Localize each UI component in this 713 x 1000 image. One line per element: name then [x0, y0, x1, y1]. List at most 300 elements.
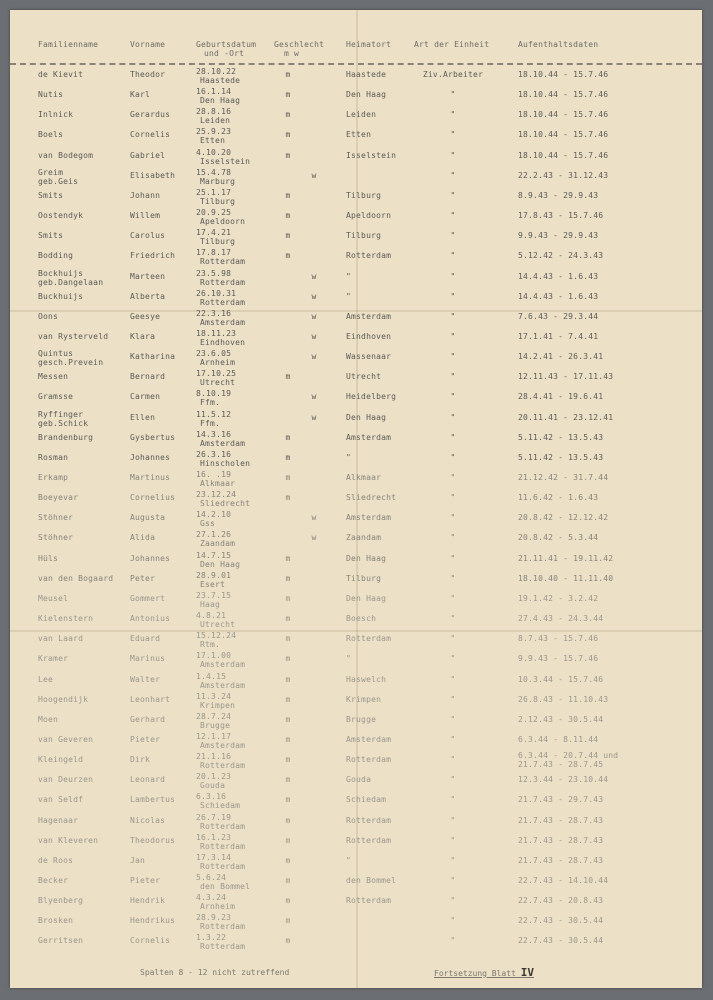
geburtsdatum-cell: 23.6.05 — [196, 349, 232, 359]
geburtsdatum-cell: 4.8.21 — [196, 611, 227, 621]
einheit-cell: " — [450, 674, 456, 684]
vorname-cell: Gysbertus — [130, 432, 176, 442]
gender-m: m — [285, 654, 291, 664]
heimatort-cell: " — [346, 452, 352, 462]
gender-m: m — [285, 70, 291, 79]
einheit-cell: " — [450, 432, 456, 442]
einheit-cell: " — [450, 190, 456, 200]
aufenthalt-cell: 19.1.42 - 3.2.42 — [518, 593, 599, 603]
geburtsort-cell: Marburg — [200, 176, 236, 186]
aufenthalt-cell: 18.10.40 - 11.11.40 — [518, 573, 614, 583]
gender-m: m — [285, 936, 291, 946]
gender-m: m — [285, 372, 291, 382]
einheit-cell: " — [450, 473, 456, 482]
gender-w: w — [311, 513, 317, 523]
vorname-cell: Theodor — [130, 70, 166, 79]
vorname-cell: Leonhart — [130, 694, 171, 704]
geschlecht-cell — [268, 151, 308, 160]
aufenthalt-cell: 18.10.44 - 15.7.46 — [518, 70, 609, 79]
heimatort-cell: Rotterdam — [346, 835, 392, 845]
aufenthalt-cell: 6.3.44 - 8.11.44 — [518, 734, 599, 744]
vorname-cell: Gerardus — [130, 110, 171, 120]
einheit-cell: " — [450, 533, 456, 543]
aufenthalt-cell: 18.10.44 - 15.7.46 — [518, 90, 609, 100]
vorname-cell: Alida — [130, 533, 156, 543]
geburtsdatum-cell: 17.10.25 — [196, 369, 237, 379]
vorname-cell: Marinus — [130, 654, 166, 664]
geburtsdatum-cell: 20.9.25 — [196, 208, 232, 218]
vorname-cell: Elisabeth — [130, 170, 176, 180]
vorname-cell: Cornelius — [130, 493, 176, 503]
geschlecht-cell — [268, 896, 308, 905]
geburtsort-cell: Rotterdam — [200, 922, 246, 932]
heimatort-cell: Amsterdam — [346, 734, 392, 744]
geburtsname-cell: geb.Dangelaan — [38, 277, 104, 287]
gender-m: m — [285, 916, 291, 926]
einheit-cell: " — [450, 855, 456, 865]
gender-m: m — [285, 855, 291, 865]
gender-m: m — [285, 775, 291, 785]
familienname-cell: Quintus — [38, 349, 74, 359]
einheit-cell: " — [450, 291, 456, 301]
gender-m: m — [285, 674, 291, 684]
einheit-cell: " — [450, 714, 456, 724]
perforation-line — [10, 63, 702, 65]
geburtsort-cell: Gouda — [200, 781, 226, 791]
aufenthalt-cell: 22.7.43 - 30.5.44 — [518, 936, 604, 946]
einheit-cell: " — [450, 311, 456, 321]
gender-m: m — [285, 593, 291, 603]
gender-m: m — [285, 251, 291, 261]
gender-m: m — [285, 110, 291, 120]
familienname-cell: Lee — [38, 674, 54, 684]
heimatort-cell: Amsterdam — [346, 311, 392, 321]
geschlecht-cell — [268, 130, 308, 139]
geschlecht-cell — [268, 856, 308, 865]
geburtsort-cell: Rotterdam — [200, 841, 246, 851]
geburtsdatum-cell: 23.7.15 — [196, 590, 232, 600]
aufenthalt-cell: 14.4.43 - 1.6.43 — [518, 291, 599, 301]
aufenthalt-cell: 9.9.43 - 15.7.46 — [518, 654, 599, 664]
einheit-cell: " — [450, 936, 456, 946]
aufenthalt-cell: 20.8.42 - 12.12.42 — [518, 513, 609, 523]
familienname-cell: Bockhuijs — [38, 268, 84, 278]
geschlecht-cell — [294, 171, 334, 180]
familienname-cell: Hoogendijk — [38, 694, 89, 704]
geschlecht-cell — [268, 251, 308, 260]
familienname-cell: van Geveren — [38, 734, 94, 744]
geburtsort-cell: Ffm. — [200, 418, 221, 428]
aufenthalt-cell: 11.6.42 - 1.6.43 — [518, 493, 599, 503]
aufenthalt-cell: 21.7.43 - 28.7.43 — [518, 815, 604, 825]
geschlecht-cell — [268, 231, 308, 240]
geburtsdatum-cell: 26.3.16 — [196, 449, 232, 459]
vorname-cell: Johannes — [130, 452, 171, 462]
vorname-cell: Antonius — [130, 614, 171, 624]
einheit-cell: " — [450, 614, 456, 624]
geburtsort-cell: Krimpen — [200, 700, 236, 710]
geburtsdatum-cell: 8.10.19 — [196, 389, 232, 399]
heimatort-cell: Alkmaar — [346, 473, 382, 482]
heimatort-cell: Rotterdam — [346, 815, 392, 825]
geburtsdatum-cell: 11.3.24 — [196, 691, 232, 701]
geburtsort-cell: Apeldoorn — [200, 217, 246, 227]
heimatort-cell: Isselstein — [346, 150, 397, 160]
geschlecht-cell — [268, 775, 308, 784]
geburtsort-cell: Rotterdam — [200, 297, 246, 307]
familienname-cell: Blyenberg — [38, 896, 84, 906]
einheit-cell: " — [450, 916, 456, 926]
geschlecht-cell — [268, 554, 308, 563]
familienname-cell: Oons — [38, 311, 59, 321]
gender-m: m — [285, 734, 291, 744]
aufenthalt-cell: 8.9.43 - 29.9.43 — [518, 190, 599, 200]
geburtsdatum-cell: 4.10.20 — [196, 147, 232, 157]
geschlecht-cell — [294, 413, 334, 422]
heimatort-cell: Sliedrecht — [346, 493, 397, 503]
geburtsort-cell: Ffm. — [200, 398, 221, 408]
geburtsdatum-cell: 21.1.16 — [196, 752, 232, 762]
aufenthalt-cell: 20.11.41 - 23.12.41 — [518, 412, 614, 422]
gender-m: m — [285, 553, 291, 563]
geburtsort-cell: Den Haag — [200, 559, 241, 569]
geschlecht-cell — [294, 332, 334, 341]
familienname-cell: Gerritsen — [38, 936, 84, 946]
einheit-cell: " — [450, 694, 456, 704]
aufenthalt-cell: 21.7.43 - 28.7.43 — [518, 835, 604, 845]
geburtsort-cell: Utrecht — [200, 620, 236, 630]
einheit-cell: " — [450, 795, 456, 805]
einheit-cell: " — [450, 452, 456, 462]
vorname-cell: Marteen — [130, 271, 166, 281]
heimatort-cell: Wassenaar — [346, 352, 392, 362]
aufenthalt-cell: 21.7.43 - 29.7.43 — [518, 795, 604, 805]
einheit-cell: " — [450, 634, 456, 644]
familienname-cell: Hagenaar — [38, 815, 79, 825]
aufenthalt-cell-2: 21.7.43 - 28.7.45 — [518, 760, 604, 770]
header-geschlecht: Geschlecht — [274, 40, 325, 49]
geburtsdatum-cell: 17.4.21 — [196, 228, 232, 238]
heimatort-cell: Krimpen — [346, 694, 382, 704]
einheit-cell: " — [450, 654, 456, 664]
einheit-cell: " — [450, 513, 456, 523]
familienname-cell: Meusel — [38, 593, 69, 603]
sheet-number: IV — [520, 966, 534, 979]
aufenthalt-cell: 28.4.41 - 19.6.41 — [518, 392, 604, 402]
heimatort-cell: Amsterdam — [346, 513, 392, 523]
geburtsdatum-cell: 28.9.23 — [196, 913, 232, 923]
einheit-cell: " — [450, 815, 456, 825]
heimatort-cell: Den Haag — [346, 412, 387, 422]
vorname-cell: Johann — [130, 190, 161, 200]
geburtsdatum-cell: 14.2.10 — [196, 510, 232, 520]
familienname-cell: Brandenburg — [38, 432, 94, 442]
vorname-cell: Jan — [130, 855, 146, 865]
heimatort-cell: Etten — [346, 130, 372, 140]
aufenthalt-cell: 5.11.42 - 13.5.43 — [518, 452, 604, 462]
heimatort-cell: den Bommel — [346, 876, 397, 885]
vorname-cell: Martinus — [130, 473, 171, 482]
geburtsort-cell: Amsterdam — [200, 660, 246, 670]
geschlecht-cell — [268, 453, 308, 462]
geburtsort-cell: Tilburg — [200, 237, 236, 247]
familienname-cell: Brosken — [38, 916, 74, 926]
familienname-cell: van Deurzen — [38, 775, 94, 785]
geburtsort-cell: Eindhoven — [200, 337, 246, 347]
aufenthalt-cell: 17.1.41 - 7.4.41 — [518, 331, 599, 341]
einheit-cell: " — [450, 231, 456, 241]
geschlecht-cell — [268, 70, 308, 79]
gender-w: w — [311, 533, 317, 543]
gender-w: w — [311, 271, 317, 281]
geschlecht-cell — [268, 90, 308, 99]
gender-m: m — [285, 452, 291, 462]
heimatort-cell: Schiedam — [346, 795, 387, 805]
geburtsdatum-cell: 14.3.16 — [196, 429, 232, 439]
familienname-cell: de Kievit — [38, 70, 84, 79]
geburtsname-cell: geb.Geis — [38, 176, 79, 186]
geschlecht-cell — [294, 272, 334, 281]
geschlecht-cell — [268, 634, 308, 643]
heimatort-cell: Den Haag — [346, 553, 387, 563]
geschlecht-cell — [268, 876, 308, 885]
geburtsdatum-cell: 1.4.15 — [196, 671, 227, 681]
geburtsdatum-cell: 17.8.17 — [196, 248, 232, 258]
geburtsdatum-cell: 16.1.14 — [196, 87, 232, 97]
aufenthalt-cell: 22.7.43 - 20.8.43 — [518, 896, 604, 906]
einheit-cell: " — [450, 755, 456, 765]
geburtsort-cell: Tilburg — [200, 196, 236, 206]
geburtsort-cell: Haastede — [200, 76, 241, 85]
geschlecht-cell — [268, 110, 308, 119]
einheit-cell: " — [450, 352, 456, 362]
familienname-cell: Moen — [38, 714, 59, 724]
gender-m: m — [285, 876, 291, 885]
aufenthalt-cell: 12.11.43 - 17.11.43 — [518, 372, 614, 382]
vorname-cell: Pieter — [130, 876, 161, 885]
geschlecht-cell — [268, 675, 308, 684]
heimatort-cell: Rotterdam — [346, 251, 392, 261]
geburtsort-cell: Alkmaar — [200, 479, 236, 488]
geburtsdatum-cell: 15.12.24 — [196, 631, 237, 641]
familienname-cell: Hüls — [38, 553, 59, 563]
geburtsort-cell: Hinscholen — [200, 458, 251, 468]
familienname-cell: van den Bogaard — [38, 573, 114, 583]
heimatort-cell: Den Haag — [346, 90, 387, 100]
geburtsdatum-cell: 28.10.22 — [196, 67, 237, 76]
familienname-cell: Messen — [38, 372, 69, 382]
geschlecht-cell — [294, 533, 334, 542]
vorname-cell: Hendrik — [130, 896, 166, 906]
heimatort-cell: Boesch — [346, 614, 377, 624]
geburtsdatum-cell: 6.3.16 — [196, 792, 227, 802]
vorname-cell: Johannes — [130, 553, 171, 563]
einheit-cell: " — [450, 271, 456, 281]
geburtsdatum-cell: 17.3.14 — [196, 852, 232, 862]
geburtsdatum-cell: 28.9.01 — [196, 570, 232, 580]
heimatort-cell: " — [346, 654, 352, 664]
geschlecht-cell — [268, 211, 308, 220]
einheit-cell: " — [450, 130, 456, 140]
footer-continuation — [434, 968, 534, 979]
familienname-cell: van Bodegom — [38, 150, 94, 160]
vorname-cell: Cornelis — [130, 130, 171, 140]
geburtsdatum-cell: 4.3.24 — [196, 893, 227, 903]
familienname-cell: Stöhner — [38, 513, 74, 523]
heimatort-cell: Tilburg — [346, 231, 382, 241]
geburtsort-cell: Rotterdam — [200, 257, 246, 267]
einheit-cell: " — [450, 392, 456, 402]
gender-m: m — [285, 231, 291, 241]
geschlecht-cell — [268, 816, 308, 825]
geburtsort-cell: Sliedrecht — [200, 499, 251, 509]
heimatort-cell: Haastede — [346, 70, 387, 79]
aufenthalt-cell: 21.12.42 - 31.7.44 — [518, 473, 609, 482]
aufenthalt-cell: 20.8.42 - 5.3.44 — [518, 533, 599, 543]
heimatort-cell: " — [346, 855, 352, 865]
gender-m: m — [285, 835, 291, 845]
vorname-cell: Carolus — [130, 231, 166, 241]
geburtsort-cell: Arnheim — [200, 358, 236, 368]
aufenthalt-cell: 5.12.42 - 24.3.43 — [518, 251, 604, 261]
geburtsdatum-cell: 1.3.22 — [196, 933, 227, 943]
vorname-cell: Gabriel — [130, 150, 166, 160]
aufenthalt-cell: 7.6.43 - 29.3.44 — [518, 311, 599, 321]
familienname-cell: van Seldf — [38, 795, 84, 805]
aufenthalt-cell: 2.12.43 - 30.5.44 — [518, 714, 604, 724]
geschlecht-cell — [268, 493, 308, 502]
familienname-cell: van Kleveren — [38, 835, 99, 845]
gender-m: m — [285, 150, 291, 160]
aufenthalt-cell: 5.11.42 - 13.5.43 — [518, 432, 604, 442]
vorname-cell: Carmen — [130, 392, 161, 402]
header-familienname: Familienname — [38, 40, 99, 49]
geburtsdatum-cell: 16. .19 — [196, 470, 232, 479]
geburtsname-cell: gesch.Prevein — [38, 358, 104, 368]
document-sheet — [10, 10, 702, 988]
geschlecht-cell — [268, 836, 308, 845]
aufenthalt-cell: 22.7.43 - 30.5.44 — [518, 916, 604, 926]
vorname-cell: Ellen — [130, 412, 156, 422]
geburtsort-cell: Zaandam — [200, 539, 236, 549]
geschlecht-cell — [294, 513, 334, 522]
geburtsdatum-cell: 16.1.23 — [196, 832, 232, 842]
aufenthalt-cell: 21.11.41 - 19.11.42 — [518, 553, 614, 563]
header-geburt-ort: und -Ort — [204, 49, 245, 58]
familienname-cell: Smits — [38, 231, 64, 241]
gender-m: m — [285, 755, 291, 765]
gender-m: m — [285, 130, 291, 140]
geschlecht-cell — [268, 735, 308, 744]
heimatort-cell: Leiden — [346, 110, 377, 120]
heimatort-cell: Eindhoven — [346, 331, 392, 341]
heimatort-cell: Tilburg — [346, 573, 382, 583]
aufenthalt-cell: 14.2.41 - 26.3.41 — [518, 352, 604, 362]
vorname-cell: Dirk — [130, 755, 151, 765]
geburtsort-cell: Rtm. — [200, 640, 221, 650]
geschlecht-cell — [268, 654, 308, 663]
heimatort-cell: Rotterdam — [346, 634, 392, 644]
vorname-cell: Klara — [130, 331, 156, 341]
vorname-cell: Willem — [130, 211, 161, 221]
geschlecht-cell — [294, 312, 334, 321]
vorname-cell: Nicolas — [130, 815, 166, 825]
geburtsdatum-cell: 5.6.24 — [196, 873, 227, 882]
gender-w: w — [311, 412, 317, 422]
geschlecht-cell — [268, 695, 308, 704]
geburtsdatum-cell: 22.3.16 — [196, 308, 232, 318]
geburtsdatum-cell: 15.4.78 — [196, 167, 232, 177]
aufenthalt-cell: 27.4.43 - 24.3.44 — [518, 614, 604, 624]
einheit-cell: " — [450, 211, 456, 221]
vorname-cell: Eduard — [130, 634, 161, 644]
vorname-cell: Alberta — [130, 291, 166, 301]
gender-m: m — [285, 473, 291, 482]
geburtsdatum-cell: 26.10.31 — [196, 288, 237, 298]
einheit-cell: " — [450, 593, 456, 603]
geburtsort-cell: Isselstein — [200, 156, 251, 166]
familienname-cell: Bodding — [38, 251, 74, 261]
header-mw: m w — [284, 49, 300, 58]
geburtsort-cell: Arnheim — [200, 902, 236, 912]
geburtsdatum-cell: 28.7.24 — [196, 711, 232, 721]
table-row — [10, 933, 702, 960]
vorname-cell: Geesye — [130, 311, 161, 321]
geburtsdatum-cell: 23.12.24 — [196, 490, 237, 500]
gender-w: w — [311, 331, 317, 341]
geburtsdatum-cell: 27.1.26 — [196, 530, 232, 540]
aufenthalt-cell: 10.3.44 - 15.7.46 — [518, 674, 604, 684]
geschlecht-cell — [268, 191, 308, 200]
heimatort-cell: Rotterdam — [346, 755, 392, 765]
geburtsort-cell: Amsterdam — [200, 680, 246, 690]
familienname-cell: Erkamp — [38, 473, 69, 482]
heimatort-cell: Tilburg — [346, 190, 382, 200]
geschlecht-cell — [294, 292, 334, 301]
einheit-cell: " — [450, 734, 456, 744]
familienname-cell: Kramer — [38, 654, 69, 664]
geschlecht-cell — [268, 755, 308, 764]
vorname-cell: Gerhard — [130, 714, 166, 724]
geburtsort-cell: Amsterdam — [200, 438, 246, 448]
heimatort-cell: " — [346, 271, 352, 281]
familienname-cell: de Roos — [38, 855, 74, 865]
aufenthalt-cell: 12.3.44 - 23.10.44 — [518, 775, 609, 785]
geschlecht-cell — [294, 352, 334, 361]
geburtsort-cell: Gss — [200, 519, 216, 529]
geburtsdatum-cell: 12.1.17 — [196, 731, 232, 741]
geburtsort-cell: Leiden — [200, 116, 231, 126]
gender-m: m — [285, 634, 291, 644]
aufenthalt-cell: 18.10.44 - 15.7.46 — [518, 110, 609, 120]
einheit-cell: " — [450, 835, 456, 845]
einheit-cell: " — [450, 493, 456, 503]
gender-w: w — [311, 392, 317, 402]
geburtsdatum-cell: 23.5.98 — [196, 268, 232, 278]
aufenthalt-cell: 22.7.43 - 14.10.44 — [518, 876, 609, 885]
familienname-cell: Ryffinger — [38, 409, 84, 419]
geschlecht-cell — [268, 795, 308, 804]
gender-m: m — [285, 815, 291, 825]
aufenthalt-cell: 6.3.44 - 20.7.44 und — [518, 751, 619, 761]
gender-m: m — [285, 694, 291, 704]
vorname-cell: Hendrikus — [130, 916, 176, 926]
heimatort-cell: Heidelberg — [346, 392, 397, 402]
heimatort-cell: Gouda — [346, 775, 372, 785]
geburtsort-cell: Haag — [200, 599, 221, 609]
aufenthalt-cell: 17.8.43 - 15.7.46 — [518, 211, 604, 221]
geburtsdatum-cell: 14.7.15 — [196, 550, 232, 560]
